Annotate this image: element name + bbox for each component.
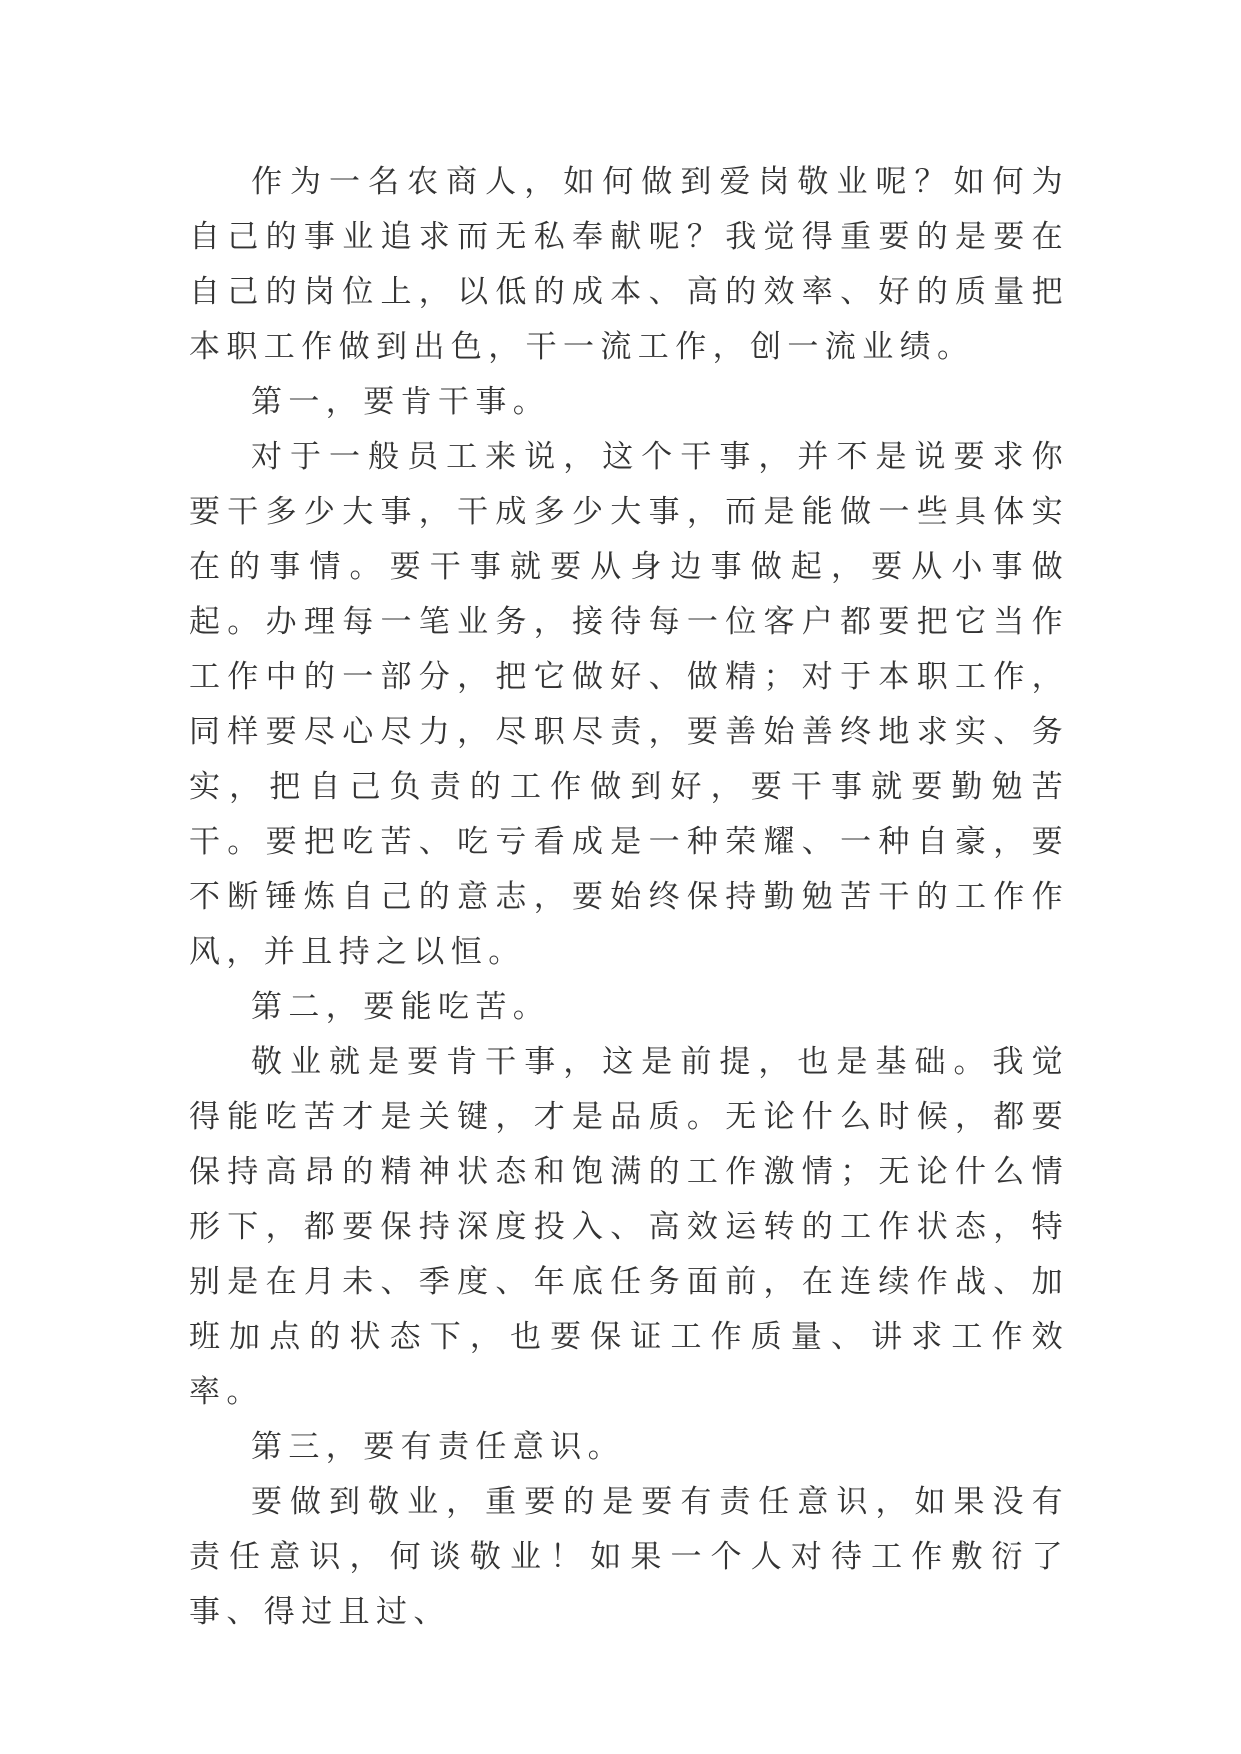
section-heading-1: 第一，要肯干事。: [251, 384, 551, 420]
document-body: [189, 155, 1069, 1640]
paragraph-section-1: 对于一般员工来说，这个干事，并不是说要求你要干多少大事，干成多少大事，而是能做一些具体实在的事情。要干事就要从身边事做起，要从小事做起。办理每一笔业务，接待每一位客户都要把它当作工作中的一部分，把它做好、做精；对于本职工作，同样要尽心尽力，尽职尽责，要善始善终地求实、务实，把自己负责的工作做到好，要干事就要勤勉苦干。要把吃苦、吃亏看成是一种荣耀、一种自豪，要不断锤炼自己的意志，要始终保持勤勉苦干的工作作风，并且持之以恒。: [189, 439, 1069, 970]
section-heading-3: 第三，要有责任意识。: [251, 1429, 625, 1465]
paragraph-intro: 作为一名农商人，如何做到爱岗敬业呢？如何为自己的事业追求而无私奉献呢？我觉得重要的是要在自己的岗位上，以低的成本、高的效率、好的质量把本职工作做到出色，干一流工作，创一流业绩。: [189, 164, 1069, 365]
paragraph-section-2: 敬业就是要肯干事，这是前提，也是基础。我觉得能吃苦才是关键，才是品质。无论什么时候，都要保持高昂的精神状态和饱满的工作激情；无论什么情形下，都要保持深度投入、高效运转的工作状态，特别是在月未、季度、年底任务面前，在连续作战、加班加点的状态下，也要保证工作质量、讲求工作效率。: [189, 1044, 1069, 1410]
paragraph-section-3: 要做到敬业，重要的是要有责任意识，如果没有责任意识，何谈敬业！如果一个人对待工作敷衍了事、得过且过、: [189, 1484, 1069, 1630]
section-heading-2: 第二，要能吃苦。: [251, 989, 551, 1025]
